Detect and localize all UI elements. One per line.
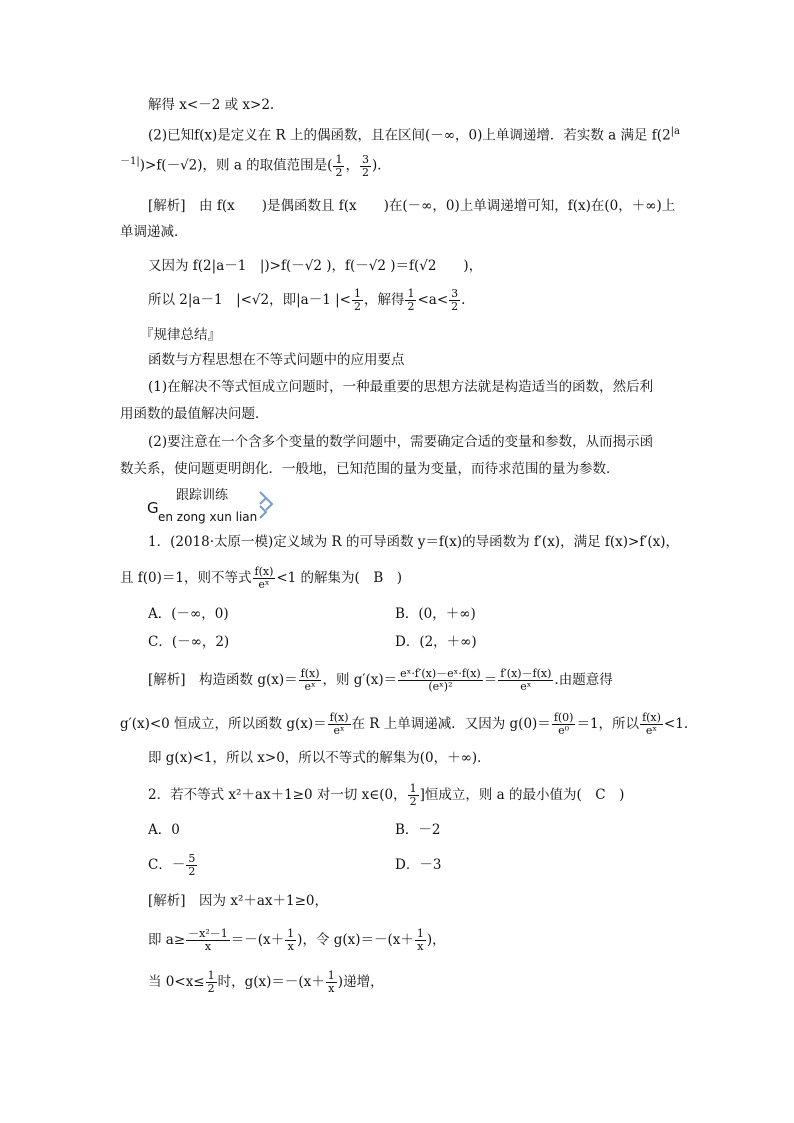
problem-2-statement [148, 122, 680, 146]
question-1-option-d: D．(2，＋∞) [395, 634, 477, 650]
question-1-option-a: A．(－∞，0) [148, 606, 229, 622]
line-solve-result: 解得 x<－2 或 x>2. [148, 97, 275, 113]
summary-point-1-cont: 用函数的最值解决问题． [120, 406, 269, 422]
question-2-option-b: B．－2 [395, 822, 441, 838]
summary-point-2: (2)要注意在一个含多个变量的数学问题中，需要确定合适的变量和参数，从而揭示函 [148, 434, 654, 450]
question-2-analysis-2: 即 a≥ $\frac{\text{－x²－1}}{x}$ ＝－(x＋ $\frac{1}{x}$ )，令 g(x)＝－(x＋ $\frac{1}{x}$ )， [148, 927, 446, 953]
fraction: $\frac{1}{2}$ [207, 969, 215, 995]
question-1-option-c: C．(－∞，2) [148, 634, 230, 650]
question-2-analysis-3: 当 0<x≤ $\frac{1}{2}$ 时，g(x)＝－(x＋ $\frac{1}{x}$ )递增， [148, 969, 384, 995]
fraction: $\frac{1}{2}$ [407, 287, 415, 313]
question-1-line-1: 1．(2018·太原一模)定义域为 R 的可导函数 y＝f(x)的导函数为 f′(x)，满足 f(x)>f′(x)， [148, 534, 680, 550]
fraction: $\frac{3}{2}$ [451, 287, 459, 313]
superscript: －1| [120, 156, 140, 167]
fraction: $\frac{1}{2}$ [353, 287, 361, 313]
summary-point-2-cont: 数关系，使问题更明朗化．一般地，已知范围的量为变量，而待求范围的量为参数． [120, 461, 620, 477]
analysis-line-2: 单调递减． [120, 224, 188, 240]
fraction: $\frac{3}{2}$ [361, 152, 369, 179]
fraction: $\frac{1}{x}$ [416, 927, 424, 953]
analysis-line-3: 又因为 f(2|a－1 |)>f(－√2 )，f(－√2 )＝f(√2 )， [148, 258, 483, 274]
superscript: |a [670, 126, 680, 137]
section-title: 跟踪训练 [176, 488, 229, 503]
section-pinyin: en zong xun lian [158, 510, 258, 524]
fraction: $\frac{f(x)}{\text{eˣ}}$ [642, 711, 661, 737]
fraction: $\frac{f(x)}{\text{eˣ}}$ [300, 667, 320, 693]
summary-heading: 『规律总结』 [140, 327, 221, 343]
question-1-option-b: B．(0，＋∞) [395, 606, 476, 622]
fraction: $\frac{5}{2}$ [188, 852, 196, 878]
fraction: $\frac{f'(x)-f(x)}{\text{eˣ}}$ [500, 667, 552, 693]
question-1-analysis-3: 即 g(x)<1，所以 x>0，所以不等式的解集为(0，＋∞)． [148, 750, 491, 766]
fraction: $\frac{f(0)}{\text{e⁰}}$ [553, 711, 574, 737]
question-2-option-a: A．0 [148, 822, 180, 838]
text: )>f(－√2)，则 a 的取值范围是( [139, 157, 333, 174]
question-2-analysis-1: [解析] 因为 x²＋ax＋1≥0， [148, 893, 329, 909]
question-1-analysis-2: g′(x)<0 恒成立，所以函数 g(x)＝ $\frac{f(x)}{\text{eˣ}}$ 在 R 上单调递减．又因为 g(0)＝ $\frac{f(0)}{\text{e⁰}}$ ＝1，所以 $\frac{f(x)}{\text{eˣ}}$ <1. [120, 711, 689, 737]
summary-point-1: (1)在解决不等式恒成立问题时，一种最重要的思想方法就是构造适当的函数，然后利 [148, 379, 654, 395]
fraction: $\frac{\text{eˣ·f′(x)－eˣ·f(x)}}{\text{(eˣ)²}}$ [400, 667, 481, 693]
chevron-arrows-icon [258, 489, 280, 521]
summary-title: 函数与方程思想在不等式问题中的应用要点 [148, 352, 405, 368]
fraction: $\frac{f(x)}{\text{eˣ}}$ [329, 711, 349, 737]
fraction: $\frac{1}{x}$ [327, 969, 335, 995]
question-2-option-d: D．－3 [395, 857, 442, 873]
question-2-option-c: C．－ $\frac{5}{2}$ [148, 852, 196, 878]
fraction: $\frac{1}{2}$ [409, 782, 417, 808]
question-1-line-2: 且 f(0)＝1，则不等式 $\frac{f(x)}{\text{eˣ}}$ <1 的解集为( B ) [120, 565, 403, 591]
text: (2)已知f(x)是定义在 R 上的偶函数，且在区间(－∞，0)上单调递增．若实数 a 满足 f(2 [148, 127, 671, 144]
fraction: $\frac{1}{x}$ [287, 927, 295, 953]
fraction: $\frac{\text{－x²－1}}{x}$ [188, 927, 228, 953]
analysis-line-4: 所以 2|a－1 |<√2，即|a－1 |< $\frac{1}{2}$ ，解得 $\frac{1}{2}$ <a< $\frac{3}{2}$ . [148, 287, 466, 313]
section-pinyin-initial: G [147, 499, 159, 517]
analysis-line-1: [解析] 由 f(x )是偶函数且 f(x )在(－∞，0)上单调递增可知，f(x)在(0，＋∞)上 [148, 198, 676, 214]
question-1-analysis-1: [解析] 构造函数 g(x)＝ $\frac{f(x)}{\text{eˣ}}$ ，则 g′(x)＝ $\frac{\text{eˣ·f′(x)－eˣ·f(x)}}{\text{(eˣ)²}}$ ＝ $\frac{f'(x)-f(x)}{\text{eˣ}}$ .由题意得 [148, 667, 613, 693]
problem-2-statement-cont: $^{-1|}$)>f(－√2)，则 a 的取值范围是( $\frac{1}{2}$ ， $\frac{3}{2}$ )． [120, 152, 391, 179]
question-2-line-1: 2．若不等式 x²＋ax＋1≥0 对一切 x∈(0， $\frac{1}{2}$ ]恒成立，则 a 的最小值为( C ) [148, 782, 625, 808]
fraction: $\frac{1}{2}$ [335, 152, 343, 179]
fraction: $\frac{f(x)}{\text{eˣ}}$ [254, 565, 274, 591]
